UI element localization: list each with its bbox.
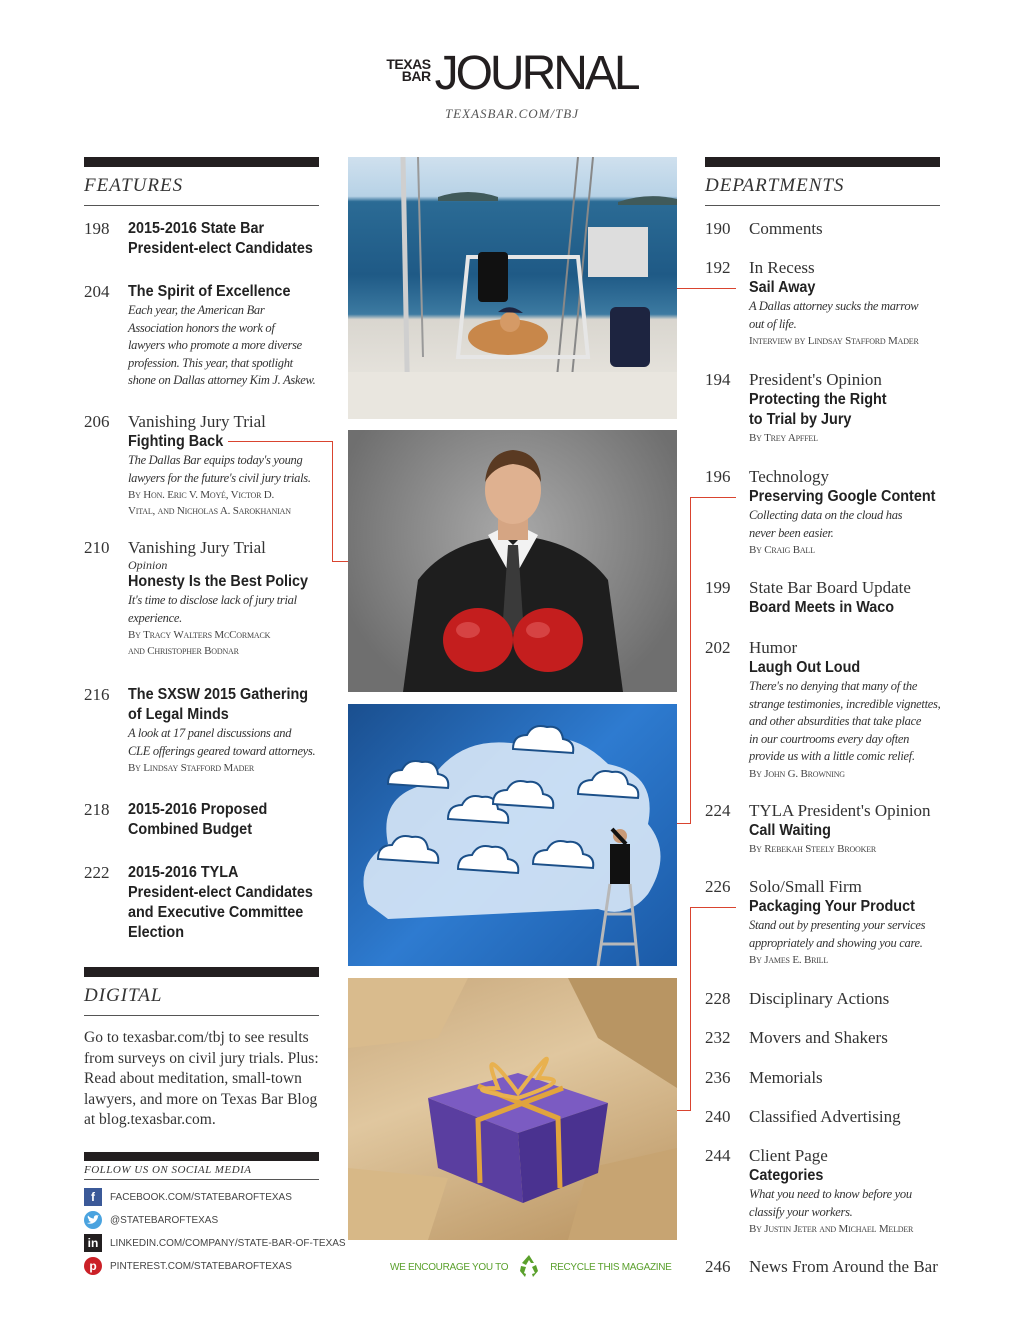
connector-line xyxy=(690,907,691,1110)
article-description: The Dallas Bar equips today's young lawyers for the future's civil jury trials. xyxy=(128,453,311,485)
article-title: President-elect Candidates xyxy=(128,240,313,257)
page-number: 206 xyxy=(84,412,110,431)
section-name: Humor xyxy=(749,638,798,657)
article-byline: By Lindsay Stafford Mader xyxy=(128,762,255,774)
page-number: 190 xyxy=(705,219,731,238)
article-title: 2015-2016 TYLA xyxy=(128,864,239,881)
masthead-url[interactable]: TEXASBAR.COM/TBJ xyxy=(444,106,580,121)
twitter-icon xyxy=(84,1211,102,1229)
features-heading: FEATURES xyxy=(84,157,319,206)
dept-entry-224[interactable] xyxy=(705,801,945,857)
pinterest-icon: p xyxy=(84,1257,102,1275)
gift-box-photo xyxy=(348,978,677,1240)
page-number: 224 xyxy=(705,801,731,820)
article-title: Laugh Out Loud xyxy=(749,659,861,676)
feature-entry-204[interactable] xyxy=(84,282,324,390)
social-link-pinterest[interactable]: p PINTEREST.COM/STATEBAROFTEXAS xyxy=(84,1257,292,1275)
section-name: State Bar Board Update xyxy=(749,578,911,597)
article-description: What you need to know before you classify your workers. xyxy=(749,1187,912,1219)
feature-entry-206[interactable] xyxy=(84,412,324,519)
section-name: Memorials xyxy=(749,1068,823,1087)
section-name: In Recess xyxy=(749,258,815,277)
article-title: Election xyxy=(128,924,185,941)
section-name: Client Page xyxy=(749,1146,828,1165)
article-title: Protecting the Right xyxy=(749,391,887,408)
linkedin-icon: in xyxy=(84,1234,102,1252)
article-byline: By James E. Brill xyxy=(749,954,829,966)
section-name: President's Opinion xyxy=(749,370,882,389)
page-number: 246 xyxy=(705,1257,731,1276)
texas-bar-journal-logo xyxy=(386,47,638,100)
dept-entry-228[interactable] xyxy=(705,989,945,1009)
article-title: Combined Budget xyxy=(128,821,252,838)
connector-line xyxy=(677,288,736,289)
dept-entry-199[interactable] xyxy=(705,578,945,618)
page-number: 222 xyxy=(84,863,110,882)
article-title: The SXSW 2015 Gathering xyxy=(128,686,309,703)
article-byline: By John G. Browning xyxy=(749,767,845,780)
departments-heading: DEPARTMENTS xyxy=(705,157,940,206)
page-number: 210 xyxy=(84,538,110,557)
article-byline: By Hon. Eric V. Moyé, Victor D. Vital, and Nicholas A. Sarokhanian xyxy=(128,489,291,517)
article-title: and Executive Committee xyxy=(128,904,304,921)
article-description: A Dallas attorney sucks the marrow out of life. xyxy=(749,299,919,331)
connector-line xyxy=(677,823,691,824)
feature-entry-216[interactable] xyxy=(84,685,324,776)
connector-line xyxy=(690,497,691,823)
article-title: Honesty Is the Best Policy xyxy=(128,573,309,590)
page-number: 192 xyxy=(705,258,731,277)
dept-entry-196[interactable] xyxy=(705,467,945,558)
section-name: Vanishing Jury Trial xyxy=(128,538,266,557)
article-title: of Legal Minds xyxy=(128,706,229,723)
page-number: 228 xyxy=(705,989,731,1008)
article-title: to Trial by Jury xyxy=(749,411,852,428)
section-name: Movers and Shakers xyxy=(749,1028,888,1047)
connector-line xyxy=(332,561,348,562)
article-byline: By Tracy Walters McCormack and Christopher Bodnar xyxy=(128,629,271,657)
dept-entry-240[interactable] xyxy=(705,1107,945,1127)
page-number: 244 xyxy=(705,1146,731,1165)
feature-entry-210[interactable] xyxy=(84,538,324,659)
social-heading: FOLLOW US ON SOCIAL MEDIA xyxy=(84,1152,319,1180)
digital-heading: DIGITAL xyxy=(84,967,319,1016)
article-byline: Interview by Lindsay Stafford Mader xyxy=(749,335,919,347)
section-name: TYLA President's Opinion xyxy=(749,801,931,820)
dept-entry-246[interactable] xyxy=(705,1257,945,1277)
article-byline: By Rebekah Steely Brooker xyxy=(749,843,877,855)
page-number: 202 xyxy=(705,638,731,657)
dept-entry-244[interactable] xyxy=(705,1146,945,1237)
feature-entry-198[interactable] xyxy=(84,219,324,259)
article-title: Sail Away xyxy=(749,279,816,296)
article-description: It's time to disclose lack of jury trial experience. xyxy=(128,593,297,625)
connector-line xyxy=(332,441,333,561)
article-title: The Spirit of Excellence xyxy=(128,283,291,300)
section-name: Disciplinary Actions xyxy=(749,989,890,1008)
social-link-linkedin[interactable]: in LINKEDIN.COM/COMPANY/STATE-BAR-OF-TEXAS xyxy=(84,1234,346,1252)
connector-line xyxy=(690,497,736,498)
page-number: 199 xyxy=(705,578,731,597)
article-title: Categories xyxy=(749,1167,824,1184)
article-title: President-elect Candidates xyxy=(128,884,313,901)
feature-entry-218[interactable] xyxy=(84,800,324,840)
section-name: Vanishing Jury Trial xyxy=(128,412,266,431)
article-description: A look at 17 panel discussions and CLE offerings geared toward attorneys. xyxy=(128,726,316,758)
dept-entry-194[interactable] xyxy=(705,370,945,446)
article-byline: By Justin Jeter and Michael Melder xyxy=(749,1223,914,1235)
page-number: 232 xyxy=(705,1028,731,1047)
page-number: 194 xyxy=(705,370,731,389)
facebook-icon: f xyxy=(84,1188,102,1206)
page-number: 198 xyxy=(84,219,110,238)
social-link-twitter[interactable]: @STATEBAROFTEXAS xyxy=(84,1211,218,1229)
article-title: Packaging Your Product xyxy=(749,898,915,915)
recycle-icon xyxy=(516,1253,542,1282)
digital-text: Go to texasbar.com/tbj to see results from surveys on civil jury trials. Plus: Read about meditation, small-town lawyers, and more on Texas Bar Blog at blog.texasbar.com. xyxy=(84,1029,319,1128)
feature-entry-222[interactable] xyxy=(84,863,324,943)
section-name: News From Around the Bar xyxy=(749,1257,938,1276)
page-number: 226 xyxy=(705,877,731,896)
businessman-boxing-gloves-photo xyxy=(348,430,677,692)
page-number: 236 xyxy=(705,1068,731,1087)
section-name: Classified Advertising xyxy=(749,1107,901,1126)
dept-entry-192[interactable] xyxy=(705,258,945,349)
dept-entry-202[interactable] xyxy=(705,638,945,782)
article-title: 2015-2016 Proposed xyxy=(128,801,268,818)
article-description: There's no denying that many of the strange testimonies, incredible vignettes, and other absurdities that take place in our courtrooms every day often provide us with a little comic relief. xyxy=(749,679,941,763)
dept-entry-232[interactable] xyxy=(705,1028,945,1048)
logo-texas: TEXAS xyxy=(386,56,431,72)
page-number: 204 xyxy=(84,282,110,301)
logo-bar: BAR xyxy=(401,68,431,84)
article-title: Preserving Google Content xyxy=(749,488,936,505)
article-title: Call Waiting xyxy=(749,822,831,839)
subsection-name: Opinion xyxy=(128,558,168,572)
page-number: 240 xyxy=(705,1107,731,1126)
section-name: Technology xyxy=(749,467,830,486)
page-number: 218 xyxy=(84,800,110,819)
social-link-facebook[interactable]: f FACEBOOK.COM/STATEBAROFTEXAS xyxy=(84,1188,292,1206)
connector-line xyxy=(690,907,736,908)
dept-entry-236[interactable] xyxy=(705,1068,945,1088)
connector-line xyxy=(677,1110,691,1111)
article-description: Each year, the American Bar Association honors the work of lawyers who promote a more diverse profession. This year, that spotlight shone on Dallas attorney Kim J. Askew. xyxy=(128,303,316,387)
logo-journal: JOURNAL xyxy=(434,47,638,100)
page-number: 216 xyxy=(84,685,110,704)
masthead xyxy=(0,47,1024,122)
article-description: Collecting data on the cloud has never been easier. xyxy=(749,508,903,540)
article-title: Fighting Back xyxy=(128,433,224,450)
article-byline: By Craig Ball xyxy=(749,544,815,556)
page-number: 196 xyxy=(705,467,731,486)
cloud-computing-photo xyxy=(348,704,677,966)
article-title: 2015-2016 State Bar xyxy=(128,220,265,237)
section-name: Comments xyxy=(749,219,823,238)
recycle-note: WE ENCOURAGE YOU TO RECYCLE THIS MAGAZINE xyxy=(390,1253,672,1282)
dept-entry-190[interactable] xyxy=(705,219,945,239)
article-byline: By Trey Apffel xyxy=(749,432,818,444)
article-title: Board Meets in Waco xyxy=(749,599,895,616)
dept-entry-226[interactable] xyxy=(705,877,945,968)
article-description: Stand out by presenting your services appropriately and showing you care. xyxy=(749,918,926,950)
sailboat-photo xyxy=(348,157,677,419)
section-name: Solo/Small Firm xyxy=(749,877,862,896)
connector-line xyxy=(228,441,332,442)
